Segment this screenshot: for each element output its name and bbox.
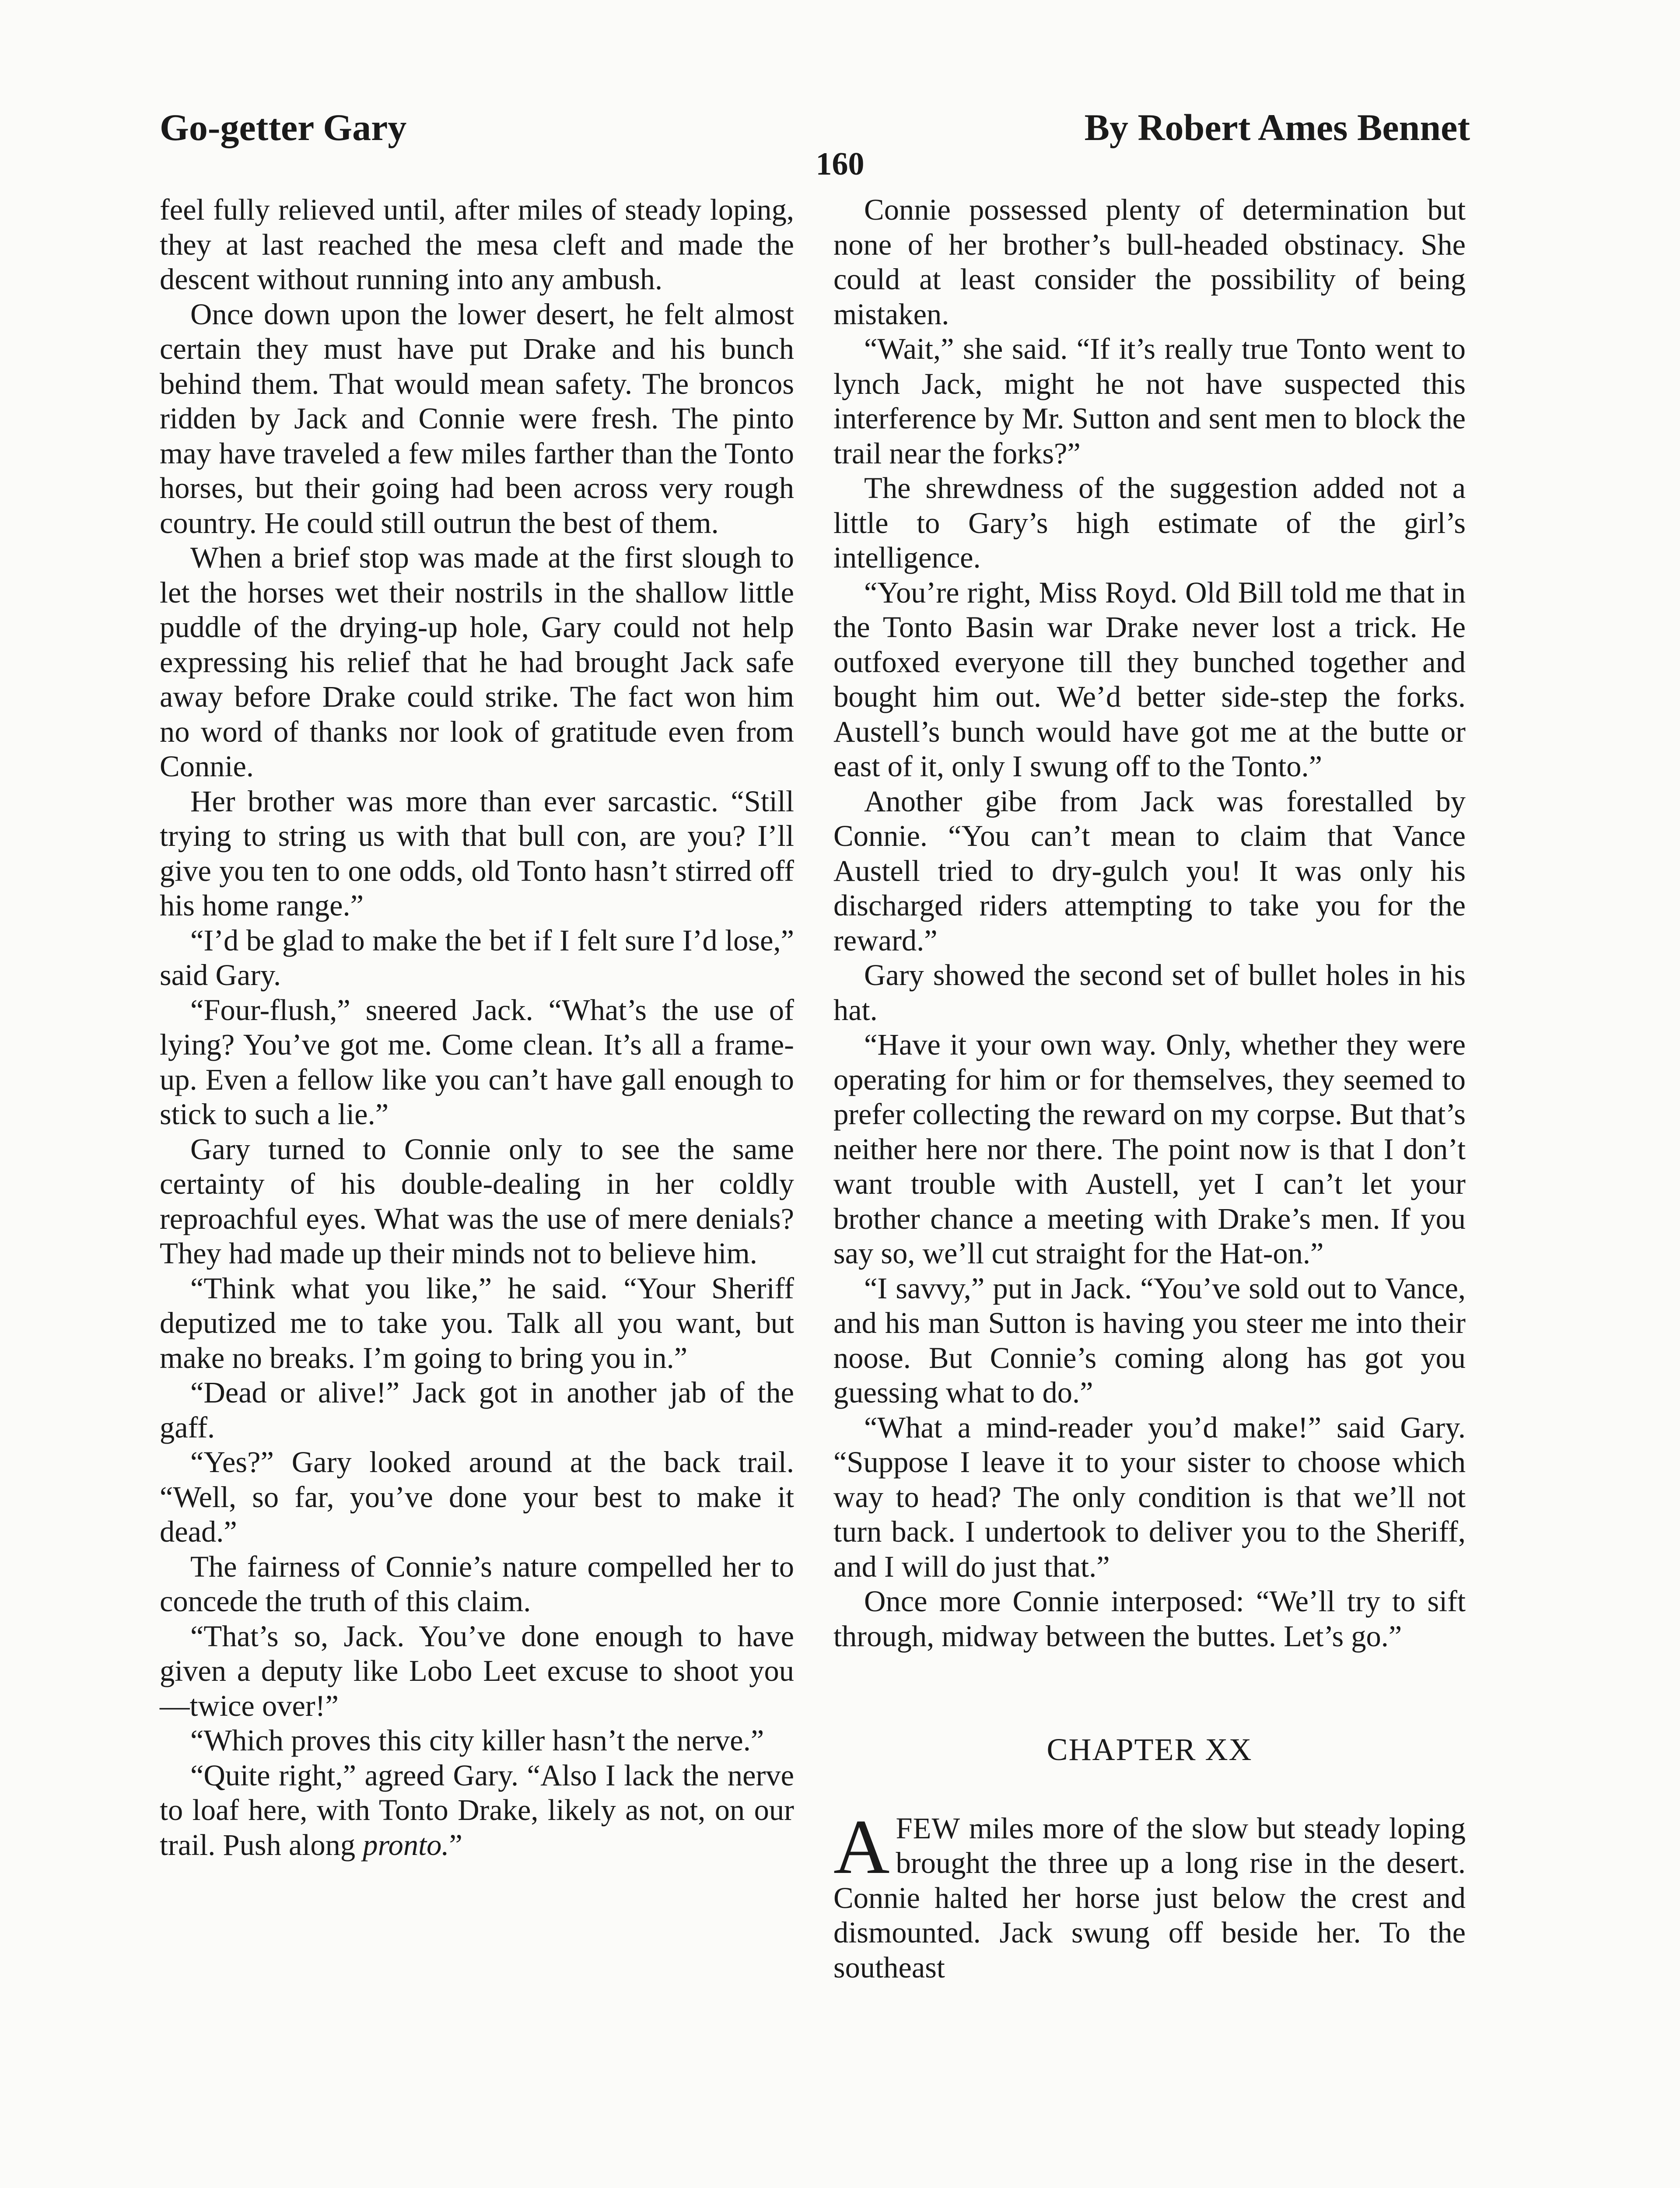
paragraph: feel fully relieved until, after miles of steady loping, they at last reached the mesa cleft and made the descent without running into any ambush. [160, 193, 794, 296]
paragraph: Connie possessed plenty of determination but none of her brother’s bull-headed obstinacy. She could at least consider the possibility of being mistaken. [833, 193, 1466, 331]
paragraph: When a brief stop was made at the first slough to let the horses wet their nostrils in the shallow little puddle of the drying-up hole, Gary could not help expressing his relief that he had brought Jack safe away before Drake could strike. The fact won him no word of thanks nor look of gratitude even from Connie. [160, 541, 794, 783]
closing-quote: ” [449, 1828, 462, 1862]
paragraph: “I’d be glad to make the bet if I felt sure I’d lose,” said Gary. [160, 923, 794, 992]
paragraph: “Which proves this city killer hasn’t the nerve.” [190, 1724, 764, 1757]
chapter-opening-paragraph [833, 1803, 1466, 1985]
paragraph: “Think what you like,” he said. “Your Sheriff deputized me to take you. Talk all you want, but make no breaks. I’m going to bring you in.” [160, 1271, 794, 1375]
paragraph: “Dead or alive!” Jack got in another jab of the gaff. [160, 1376, 794, 1444]
running-author: By Robert Ames Bennet [1084, 106, 1470, 148]
lead-caps: FEW [896, 1811, 961, 1845]
running-title: Go-getter Gary [160, 106, 407, 148]
paragraph: Her brother was more than ever sarcastic. “Still trying to string us with that bull con, are you? I’ll give you ten to one odds, old Tonto hasn’t stirred off his home range.” [160, 784, 794, 922]
paragraph-text: “Quite right,” agreed Gary. “Also I lack the nerve to loaf here, with Tonto Drake, likely as not, on our trail. Push along [160, 1758, 794, 1862]
page-number: 160 [816, 146, 864, 182]
paragraph: “What a mind-reader you’d make!” said Gary. “Suppose I leave it to your sister to choose which way to head? The only condition is that we’ll not turn back. I undertook to deliver you to the Sheriff, and I will do just that.” [833, 1410, 1466, 1583]
paragraph: “You’re right, Miss Royd. Old Bill told me that in the Tonto Basin war Drake never lost a trick. He outfoxed everyone till they bunched together and bought him out. We’d better side-step the forks. Austell’s bunch would have got me at the butte or east of it, only I swung off to the Tonto.” [833, 575, 1466, 783]
chapter-heading: CHAPTER XX [1046, 1732, 1253, 1767]
paragraph: The shrewdness of the suggestion added not a little to Gary’s high estimate of the girl’s intelligence. [833, 471, 1466, 574]
paragraph: “Have it your own way. Only, whether they were operating for him or for themselves, they seemed to prefer collecting the reward on my corpse. But that’s neither here nor there. The point now is that I don’t want trouble with Austell, yet I can’t let your brother chance a meeting with Drake’s men. If you say so, we’ll cut straight for the Hat-on.” [833, 1028, 1466, 1270]
drop-cap: A [833, 1803, 890, 1890]
paragraph-last [160, 1758, 794, 1863]
right-column [833, 193, 1466, 1985]
paragraph: Once down upon the lower desert, he felt almost certain they must have put Drake and his bunch behind them. That would mean safety. The broncos ridden by Jack and Connie were fresh. The pinto may have traveled a few miles farther than the Tonto horses, but their going had been across very rough country. He could still outrun the best of them. [160, 297, 794, 540]
paragraph: Once more Connie interposed: “We’ll try to sift through, midway between the buttes. Let’s go.” [833, 1585, 1466, 1653]
paragraph: “Yes?” Gary looked around at the back trail. “Well, so far, you’ve done your best to make it dead.” [160, 1445, 794, 1548]
paragraph: Another gibe from Jack was forestalled by Connie. “You can’t mean to claim that Vance Austell tried to dry-gulch you! It was only his discharged riders attempting to take you for the reward.” [833, 784, 1466, 957]
italic-word: pronto. [363, 1828, 449, 1862]
paragraph: “I savvy,” put in Jack. “You’ve sold out to Vance, and his man Sutton is having you steer me into their noose. But Connie’s coming along has got you guessing what to do.” [833, 1271, 1466, 1409]
paragraph: “Four-flush,” sneered Jack. “What’s the use of lying? You’ve got me. Come clean. It’s all a frame-up. Even a fellow like you can’t have gall enough to stick to such a lie.” [160, 993, 794, 1131]
paragraph: The fairness of Connie’s nature compelled her to concede the truth of this claim. [160, 1550, 794, 1618]
paragraph-text: miles more of the slow but steady loping brought the three up a long rise in the desert. Connie halted her horse just below the crest and dismounted. Jack swung off beside her. To the southeast [833, 1811, 1466, 1984]
paragraph: “That’s so, Jack. You’ve done enough to have given a deputy like Lobo Leet excuse to shoot you—twice over!” [160, 1619, 794, 1722]
paragraph: Gary turned to Connie only to see the same certainty of his double-dealing in her coldly reproachful eyes. What was the use of mere denials? They had made up their minds not to believe him. [160, 1132, 794, 1270]
paragraph: “Wait,” she said. “If it’s really true Tonto went to lynch Jack, might he not have suspected this interference by Mr. Sutton and sent men to block the trail near the forks?” [833, 332, 1466, 470]
left-column [160, 193, 794, 1862]
paragraph: Gary showed the second set of bullet holes in his hat. [833, 958, 1466, 1027]
